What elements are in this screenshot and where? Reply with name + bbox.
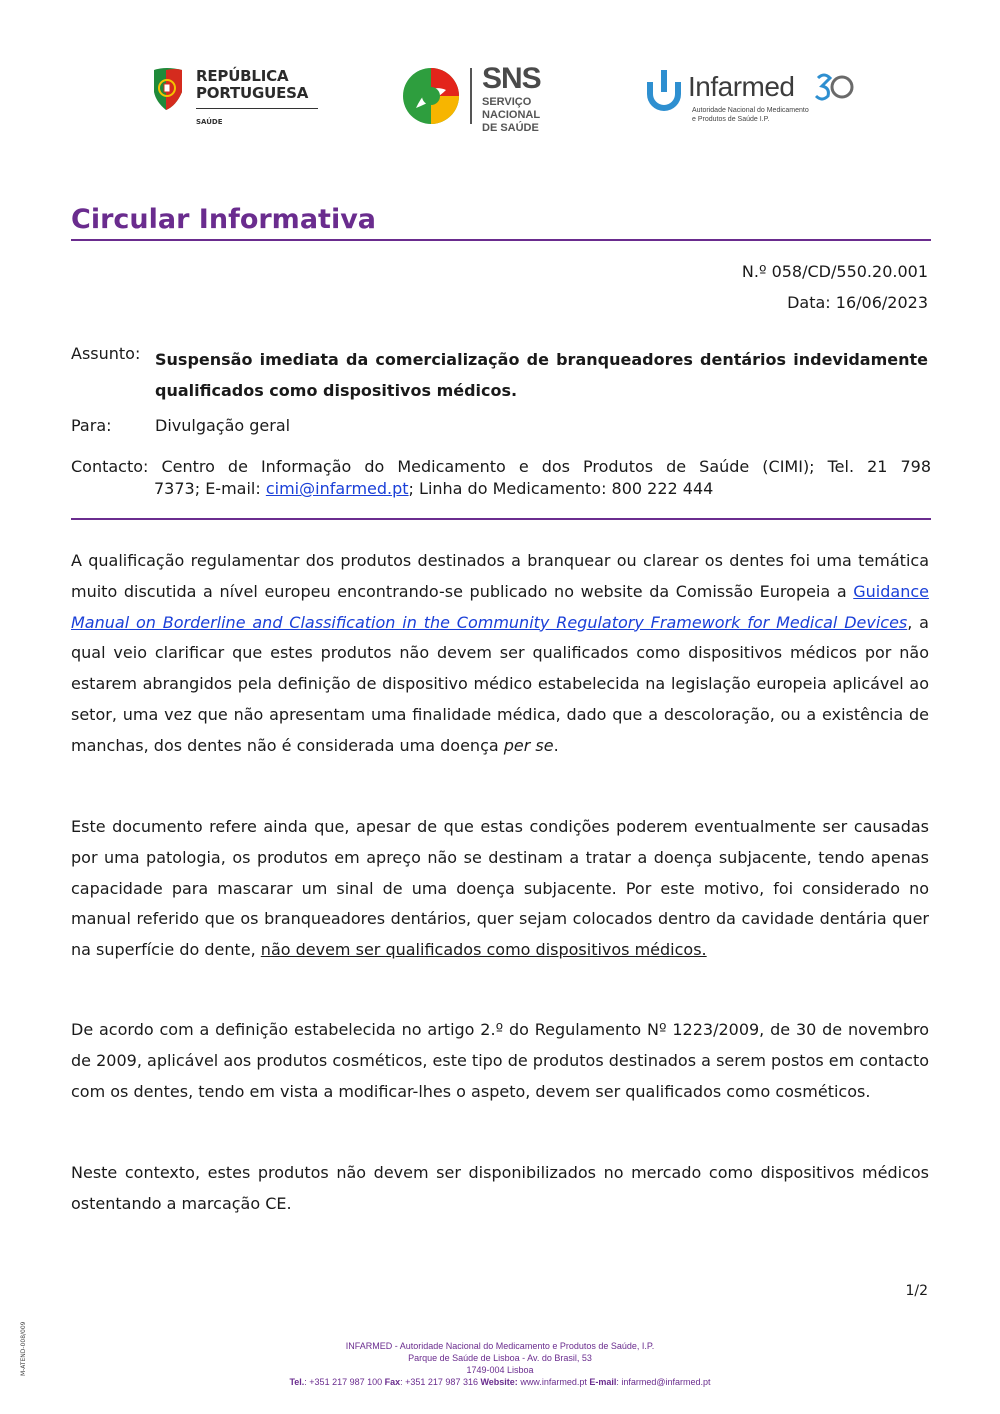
contact-email-link[interactable]: cimi@infarmed.pt xyxy=(265,479,409,498)
contacto-line1: Contacto: Centro de Informação do Medicamento e dos Produtos de Saúde (CIMI); Tel. 21 798 xyxy=(71,457,931,476)
guidance-link-italic: Manual on Borderline and Classification in the Community Regulatory Framework for Medical Devices xyxy=(71,612,908,632)
republica-line1: REPÚBLICA xyxy=(196,67,289,85)
republica-divider xyxy=(196,108,318,109)
footer-email[interactable]: : infarmed@infarmed.pt xyxy=(616,1377,711,1387)
sns-acronym: SNS xyxy=(482,62,541,95)
anniversary-30-icon xyxy=(814,70,854,104)
footer-tel-label: Tel. xyxy=(289,1377,305,1387)
footer-tel: : +351 217 987 100 xyxy=(304,1377,385,1387)
infarmed-sub2: e Produtos de Saúde I.P. xyxy=(692,116,770,123)
paragraph-4: Neste contexto, estes produtos não devem ser disponibilizados no mercado como dispositivos médicos ostentando a marcação CE. xyxy=(71,1163,929,1213)
p1-text-a: A qualificação regulamentar dos produtos destinados a branquear ou clarear os dentes foi uma temática muito discutida a nível europeu encontrando-se publicado no website da Comissão Europeia a xyxy=(71,551,929,601)
p1-end: . xyxy=(553,735,559,755)
document-title: Circular Informativa xyxy=(71,204,377,235)
title-divider xyxy=(71,239,931,241)
footer-email-label: E-mail xyxy=(589,1377,617,1387)
paragraph-2 xyxy=(71,812,929,966)
paragraph-3: De acordo com a definição estabelecida no artigo 2.º do Regulamento Nº 1223/2009, de 30 de novembro de 2009, aplicável aos produtos cosméticos, este tipo de produtos destinados a serem postos em contacto com os dentes, tendo em vista a modificar-lhes o aspeto, devem ser qualificados como cosméticos. xyxy=(71,1020,929,1101)
section-divider xyxy=(71,518,931,520)
p1-text-b: , a qual veio clarificar que estes produtos não devem ser qualificados como dispositivos médicos por não estarem abrangidos pela definição de dispositivo médico estabelecida na legislação europeia aplicável ao setor, uma vez que não apresentam uma finalidade médica, dado que a descoloração, ou a existência de manchas, dos dentes não é considerada uma doença xyxy=(71,612,929,755)
republica-sub: SAÚDE xyxy=(196,118,223,126)
contacto-line2-post: ; Linha do Medicamento: 800 222 444 xyxy=(408,479,714,498)
circular-date: Data: 16/06/2023 xyxy=(787,293,928,312)
p1-italic: per se xyxy=(503,735,554,755)
para-label: Para: xyxy=(71,416,112,435)
p2-underlined: não devem ser qualificados como dispositivos médicos. xyxy=(260,940,707,960)
footer-line3: 1749-004 Lisboa xyxy=(466,1365,534,1375)
form-code: M-ATEND-008/009 xyxy=(20,1321,27,1376)
sns-logo xyxy=(400,62,590,134)
footer-line1: INFARMED - Autoridade Nacional do Medicamento e Produtos de Saúde, I.P. xyxy=(345,1341,655,1351)
republica-portuguesa-logo xyxy=(152,66,332,132)
para-text: Divulgação geral xyxy=(155,416,291,435)
infarmed-drop-icon xyxy=(644,68,684,112)
contacto-block xyxy=(71,456,931,500)
sns-line2: DE SAÚDE xyxy=(482,122,539,134)
portugal-emblem-icon xyxy=(152,66,186,112)
guidance-link-plain: Guidance xyxy=(853,581,929,601)
circular-reference: N.º 058/CD/550.20.001 xyxy=(741,262,928,281)
footer-web-label: Website: xyxy=(480,1377,518,1387)
infarmed-name: Infarmed xyxy=(688,71,795,102)
assunto-label: Assunto: xyxy=(71,344,141,363)
footer-contacts xyxy=(0,1376,1000,1388)
footer-web[interactable]: www.infarmed.pt xyxy=(517,1377,590,1387)
contacto-line2-pre: 7373; E-mail: xyxy=(154,479,266,498)
sns-line1: SERVIÇO NACIONAL xyxy=(482,96,541,121)
infarmed-sub1: Autoridade Nacional do Medicamento xyxy=(692,107,809,114)
paragraph-1 xyxy=(71,546,929,762)
assunto-text: Suspensão imediata da comercialização de branqueadores dentários indevidamente qualificados como dispositivos médicos. xyxy=(155,350,928,400)
sns-circle-icon xyxy=(400,66,462,126)
p2-text-a: Este documento refere ainda que, apesar de que estas condições poderem eventualmente ser causadas por uma patologia, os produtos em apreço não se destinam a tratar a doença subjacente, tendo apenas capacidade para mascarar um sinal de uma doença subjacente. Por este motivo, foi considerado no manual referido que os branqueadores dentários, quer sejam colocados dentro da cavidade dentária quer na superfície do dente, xyxy=(71,817,929,960)
page-number: 1/2 xyxy=(905,1283,928,1299)
footer-fax: : +351 217 987 316 xyxy=(400,1377,481,1387)
infarmed-logo xyxy=(644,66,854,136)
footer-line2: Parque de Saúde de Lisboa - Av. do Brasil, 53 xyxy=(408,1353,592,1363)
republica-line2: PORTUGUESA xyxy=(196,84,309,102)
sns-divider xyxy=(470,68,472,124)
footer-fax-label: Fax xyxy=(384,1377,401,1387)
